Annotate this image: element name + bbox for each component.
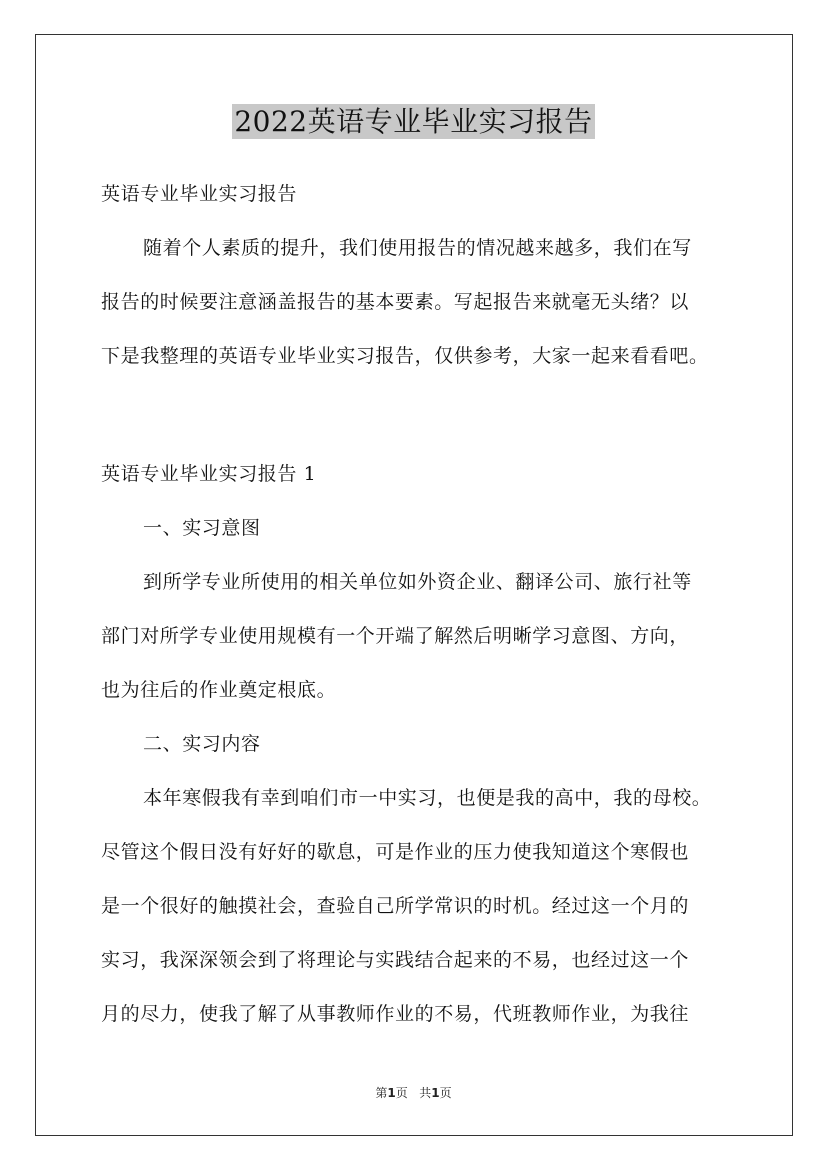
part2-line: 月的尽力，使我了解了从事教师作业的不易，代班教师作业，为我往 — [101, 1003, 690, 1025]
part2-line: 本年寒假我有幸到咱们市一中实习，也便是我的高中，我的母校。 — [143, 787, 712, 809]
part2-heading: 二、实习内容 — [143, 733, 261, 755]
footer-total-prefix: 共 — [419, 1086, 432, 1100]
footer-page-total: 1 — [431, 1086, 440, 1100]
part2-line: 是一个很好的触摸社会，查验自己所学常识的时机。经过这一个月的 — [101, 895, 690, 917]
document-title — [0, 103, 827, 141]
document-title-text: 2022英语专业毕业实习报告 — [234, 105, 593, 138]
part1-line: 部门对所学专业使用规模有一个开端了解然后明晰学习意图、方向， — [101, 625, 690, 647]
paragraph-gap — [101, 389, 741, 453]
part2-line: 实习，我深深领会到了将理论与实践结合起来的不易，也经过这一个 — [101, 949, 690, 971]
part1-line: 到所学专业所使用的相关单位如外资企业、翻译公司、旅行社等 — [143, 571, 692, 593]
intro-line: 随着个人素质的提升，我们使用报告的情况越来越多，我们在写 — [143, 237, 692, 259]
intro-line: 报告的时候要注意涵盖报告的基本要素。写起报告来就毫无头绪？以 — [101, 291, 690, 313]
section-heading: 英语专业毕业实习报告 1 — [101, 463, 317, 485]
footer-total-suffix: 页 — [439, 1086, 452, 1100]
part1-line: 也为往后的作业奠定根底。 — [101, 679, 337, 701]
document-body — [101, 173, 741, 1047]
page-footer — [0, 1084, 827, 1101]
subtitle: 英语专业毕业实习报告 — [101, 183, 298, 205]
part2-line: 尽管这个假日没有好好的歇息，可是作业的压力使我知道这个寒假也 — [101, 841, 690, 863]
part1-heading: 一、实习意图 — [143, 517, 261, 539]
footer-page-current: 1 — [387, 1086, 396, 1100]
footer-page-suffix: 页 — [395, 1086, 408, 1100]
intro-line: 下是我整理的英语专业毕业实习报告，仅供参考，大家一起来看看吧。 — [101, 345, 709, 367]
footer-page-prefix: 第 — [375, 1086, 388, 1100]
